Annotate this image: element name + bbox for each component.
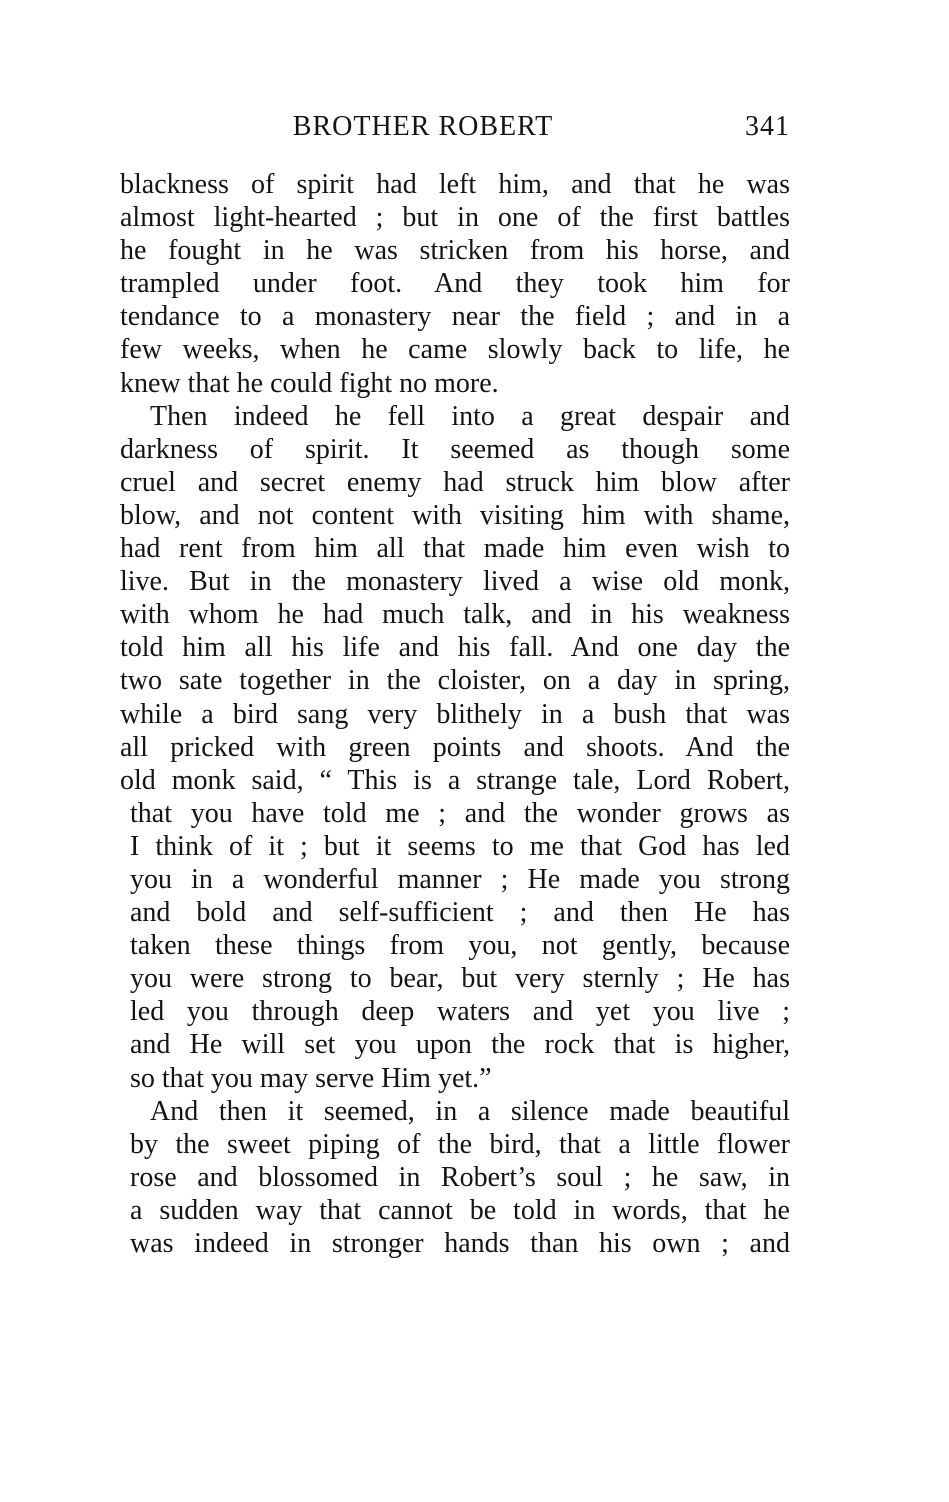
text-line: old monk said, “ This is a strange tale, Lord Robert, — [120, 764, 790, 796]
text-line: you in a wonderful manner ; He made you strong — [130, 863, 790, 895]
text-line: led you through deep waters and yet you live ; — [130, 996, 790, 1028]
text-line: all pricked with green points and shoots. And the — [120, 731, 790, 763]
text-line: tendance to a monastery near the field ; and in a — [120, 301, 790, 333]
text-line: darkness of spirit. It seemed as though some — [120, 433, 790, 465]
text-line: taken these things from you, not gently, because — [130, 930, 790, 962]
text-line: and bold and self-sufficient ; and then He has — [130, 897, 790, 929]
text-line: a sudden way that cannot be told in words, that he — [130, 1194, 790, 1226]
text-line: so that you may serve Him yet.” — [130, 1062, 492, 1094]
text-line: that you have told me ; and the wonder grows as — [130, 797, 790, 829]
text-line: two sate together in the cloister, on a day in spring, — [120, 665, 790, 697]
text-line: was indeed in stronger hands than his own ; and — [130, 1228, 790, 1259]
text-line: few weeks, when he came slowly back to life, he — [120, 334, 790, 366]
text-line: trampled under foot. And they took him for — [120, 268, 790, 300]
text-line: by the sweet piping of the bird, that a little flower — [130, 1128, 790, 1160]
text-line: live. But in the monastery lived a wise old monk, — [120, 566, 790, 598]
text-line: had rent from him all that made him even wish to — [120, 533, 790, 565]
text-line: rose and blossomed in Robert’s soul ; he saw, in — [130, 1161, 790, 1193]
page-number: 341 — [745, 111, 790, 142]
text-line: with whom he had much talk, and in his weakness — [120, 599, 790, 631]
paragraph-start-line: Then indeed he fell into a great despair and — [150, 400, 790, 432]
text-line: knew that he could fight no more. — [120, 367, 499, 399]
text-line: told him all his life and his fall. And one day the — [120, 632, 790, 664]
text-line: blackness of spirit had left him, and that he was — [120, 169, 790, 200]
text-line: you were strong to bear, but very sternly ; He has — [130, 963, 790, 995]
text-line: while a bird sang very blithely in a bush that was — [120, 698, 790, 730]
page-header — [120, 111, 790, 151]
running-title: BROTHER ROBERT — [292, 111, 554, 142]
text-line: I think of it ; but it seems to me that God has led — [130, 830, 790, 862]
text-line: cruel and secret enemy had struck him blow after — [120, 466, 790, 498]
text-line: blow, and not content with visiting him with shame, — [120, 499, 790, 531]
body-text — [120, 168, 790, 1260]
paragraph-start-line: And then it seemed, in a silence made beautiful — [150, 1095, 790, 1127]
text-line: he fought in he was stricken from his horse, and — [120, 235, 790, 267]
text-line: and He will set you upon the rock that is higher, — [130, 1029, 790, 1061]
text-line: almost light-hearted ; but in one of the first battles — [120, 202, 790, 234]
